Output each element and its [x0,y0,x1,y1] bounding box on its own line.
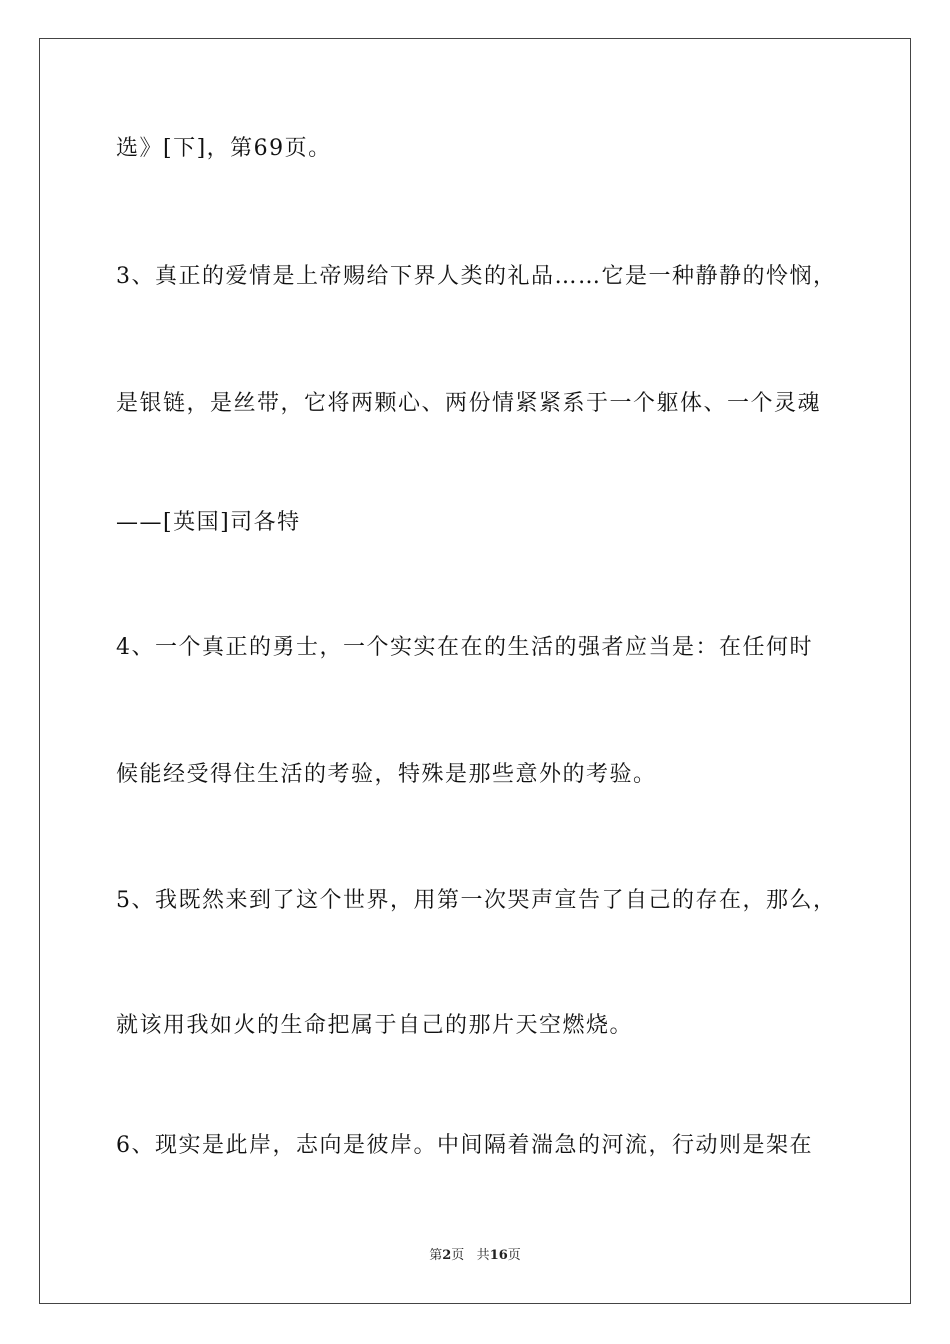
footer-total-prefix: 共 [476,1248,490,1263]
footer-page-suffix: 页 [451,1248,465,1263]
footer-page-number: 2 [442,1248,452,1263]
text-line-8: 就该用我如火的生命把属于自己的那片天空燃烧。 [116,1013,634,1038]
text-line-2: 3、真正的爱情是上帝赐给下界人类的礼品……它是一种静静的怜悯， [116,264,837,289]
text-line-1: 选》[下]，第69页。 [116,136,332,161]
text-line-3: 是银链，是丝带，它将两颗心、两份情紧紧系于一个躯体、一个灵魂 [116,391,822,416]
text-line-6: 候能经受得住生活的考验，特殊是那些意外的考验。 [116,762,657,787]
text-line-5: 4、一个真正的勇士，一个实实在在的生活的强者应当是：在任何时 [116,635,813,660]
footer-total-pages: 16 [489,1248,508,1263]
footer-total-suffix: 页 [507,1248,521,1263]
page-footer [0,1248,950,1264]
text-line-4: ——[英国]司各特 [116,510,301,535]
footer-page-prefix: 第 [429,1248,443,1263]
text-line-9: 6、现实是此岸，志向是彼岸。中间隔着湍急的河流，行动则是架在 [116,1133,813,1158]
page-border [39,38,911,1304]
text-line-7: 5、我既然来到了这个世界，用第一次哭声宣告了自己的存在，那么， [116,888,837,913]
